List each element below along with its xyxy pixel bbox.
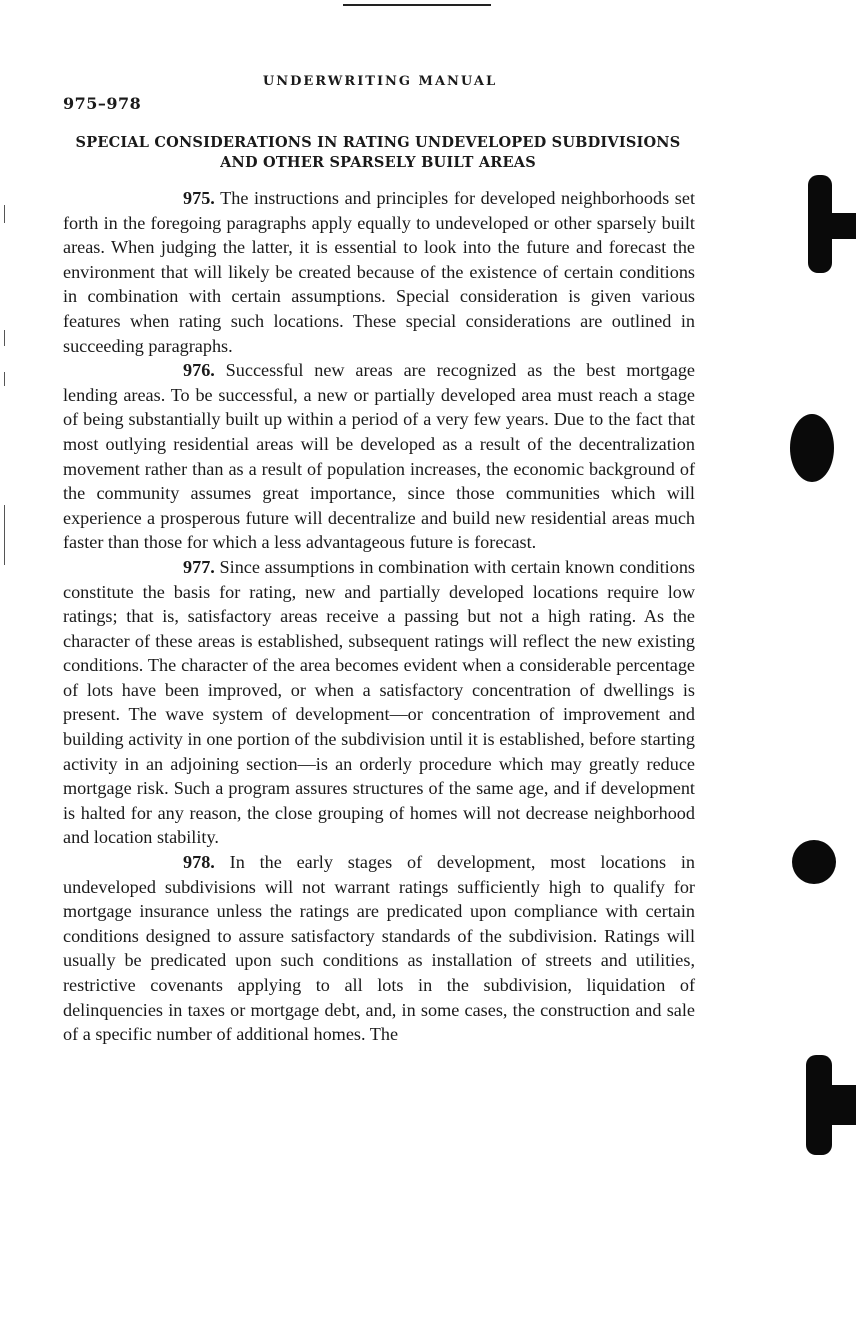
scan-mark	[4, 330, 5, 346]
paragraph-number: 977.	[183, 556, 215, 577]
section-title-line-1: SPECIAL CONSIDERATIONS IN RATING UNDEVELOPED SUBDIVISIONS	[75, 134, 681, 151]
scan-mark	[4, 505, 5, 565]
paragraph-text: Successful new areas are recognized as the best mortgage lending areas. To be successful, a new or partially developed area must reach a stage of being substantially built up within a period of a very few years. Due to the fact that most outlying residential areas will be developed as a result of the decentralization movement rather than as a result of population increases, the economic background of the community assumes great importance, since those communities which will experience a prosperous future will decentralize and build new residential areas much faster than those for which a less advantageous future is forecast.	[63, 360, 696, 553]
paragraph-text: The instructions and principles for developed neighborhoods set forth in the foregoing paragraphs apply equally to undeveloped or other sparsely built areas. When judging the latter, it is essential to look into the future and forecast the environment that will likely be created because of the existence of certain conditions in combination with certain assumptions. Special consideration is given various features when rating such locations. These special considerations are outlined in succeeding paragraphs.	[63, 188, 695, 356]
body-text	[63, 186, 695, 1047]
paragraph-number: 976.	[183, 360, 215, 381]
paragraph-976	[63, 358, 695, 555]
paragraph-text: Since assumptions in combination with certain known conditions constitute the basis for rating, new and partially developed locations require low ratings; that is, satisfactory areas receive a passing but not a high rating. As the character of these areas is established, subsequent ratings will reflect the new existing conditions. The character of the area becomes evident when a considerable percentage of lots have been improved, or when a satisfactory concentration of dwellings is present. The wave system of development—or concentration of improvement and building activity in one portion of the subdivision until it is established, before starting activity in an adjoining section—is an orderly procedure which may greatly reduce mortgage risk. Such a program assures structures of the same age, and if development is halted for any reason, the close grouping of homes will not decrease neighborhood and location stability.	[63, 556, 695, 848]
paragraph-978	[63, 850, 695, 1047]
page-range: 975–978	[63, 94, 142, 113]
section-title-line-2: AND OTHER SPARSELY BUILT AREAS	[220, 154, 536, 171]
paragraph-975	[63, 186, 695, 358]
section-title	[40, 133, 716, 173]
binder-punch-hole	[790, 414, 834, 482]
scan-mark	[4, 372, 5, 386]
paragraph-977	[63, 555, 695, 850]
paragraph-number: 975.	[183, 188, 215, 208]
scan-mark	[4, 205, 5, 223]
top-rule	[343, 4, 491, 6]
running-title: UNDERWRITING MANUAL	[262, 74, 498, 89]
binder-punch-hole-notch	[818, 1085, 856, 1125]
binder-punch-hole-notch	[820, 213, 856, 239]
binder-punch-hole	[792, 840, 836, 884]
paragraph-text: In the early stages of development, most locations in undeveloped subdivisions will not warrant ratings sufficiently high to qualify for mortgage insurance unless the ratings are predicated upon compliance with certain conditions designed to assure satisfactory standards of the subdivision. Ratings will usually be predicated upon such conditions as installation of streets and utilities, restrictive covenants applying to all lots in the subdivision, liquidation of delinquencies in taxes or mortgage debt, and, in some cases, the construction and sale of a specific number of additional homes. The	[63, 852, 696, 1045]
paragraph-number: 978.	[183, 852, 215, 873]
